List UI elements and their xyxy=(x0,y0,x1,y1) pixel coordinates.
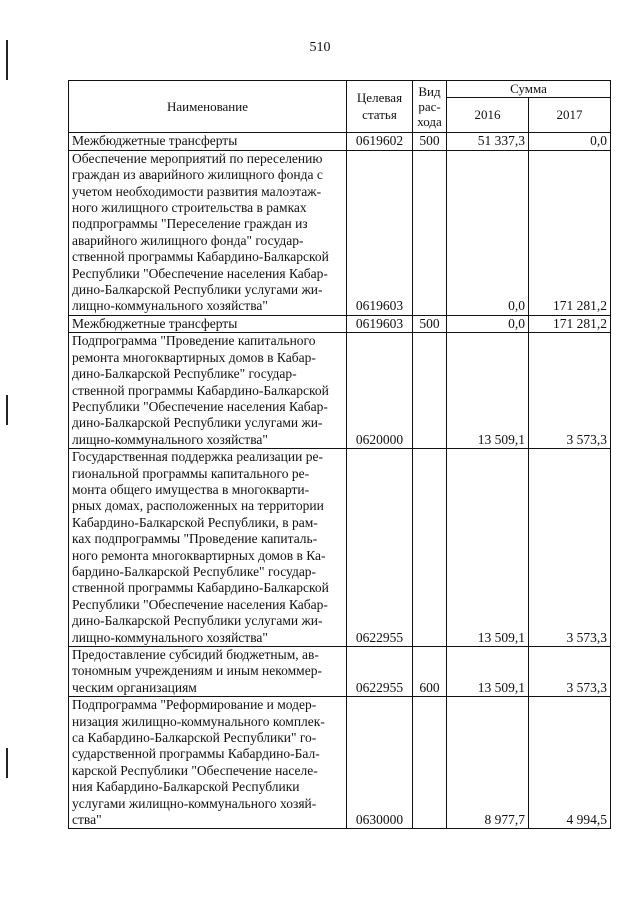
row-sum-2016: 8 977,7 xyxy=(447,697,529,829)
row-sum-2017: 0,0 xyxy=(529,133,611,150)
row-sum-2016: 13 509,1 xyxy=(447,449,529,647)
row-sum-2016: 0,0 xyxy=(447,315,529,332)
row-sum-2016: 0,0 xyxy=(447,150,529,315)
row-target-article: 0622955 xyxy=(347,449,413,647)
row-name: Подпрограмма "Проведение капитального ремонта многоквартирных домов в Кабар- дино-Балкарской Республике" государ- ственной программы Кабардино-Балкарской Республики "Обеспечение населения Кабар- дино-Балкарской Республики услугами жи- лищно-коммунального хозяйства" xyxy=(69,333,347,449)
row-name: Обеспечение мероприятий по переселению граждан из аварийного жилищного фонда с учетом необходимости развития малоэтаж- ного жилищного строительства в рамках подпрограммы "Переселение граждан из аварийного жилищного фонда" государ- ственной программы Кабардино-Балкарской Республики "Обеспечение населения Кабар- дино-Балкарской Республики услугами жи- лищно-коммунального хозяйства" xyxy=(69,150,347,315)
scan-margin-mark-top xyxy=(6,40,8,80)
row-expense-type xyxy=(413,150,447,315)
row-name: Государственная поддержка реализации ре- гиональной программы капитального ре- монта общего имущества в многокварти- рных домах, расположенных на территории Кабардино-Балкарской Республики, в рам- ках подпрограммы "Проведение капиталь- ного ремонта многоквартирных домов в Ка- бардино-Балкарской Республике" государ- ственной программы Кабардино-Балкарской Республики "Обеспечение населения Кабар- дино-Балкарской Республики услугами жи- лищно-коммунального хозяйства" xyxy=(69,449,347,647)
row-expense-type: 500 xyxy=(413,315,447,332)
header-name: Наименование xyxy=(69,81,347,133)
row-sum-2016: 13 509,1 xyxy=(447,333,529,449)
scan-margin-mark-middle xyxy=(6,395,8,425)
row-target-article: 0630000 xyxy=(347,697,413,829)
row-expense-type xyxy=(413,333,447,449)
header-year-2016: 2016 xyxy=(447,98,529,133)
row-name: Подпрограмма "Реформирование и модер- низация жилищно-коммунального комплек- са Кабардино-Балкарской Республики" го- сударственной программы Кабардино-Бал- карской Республики "Обеспечение населе- ния Кабардино-Балкарской Республики услугами жилищно-коммунального хозяй- ства" xyxy=(69,697,347,829)
table-row xyxy=(69,333,611,449)
row-target-article: 0619602 xyxy=(347,133,413,150)
table-row xyxy=(69,449,611,647)
row-sum-2017: 171 281,2 xyxy=(529,150,611,315)
page-number: 510 xyxy=(309,40,331,55)
table-row xyxy=(69,315,611,332)
budget-table xyxy=(68,80,611,829)
table-row xyxy=(69,647,611,697)
row-sum-2017: 3 573,3 xyxy=(529,647,611,697)
row-sum-2016: 13 509,1 xyxy=(447,647,529,697)
row-target-article: 0620000 xyxy=(347,333,413,449)
row-target-article: 0619603 xyxy=(347,315,413,332)
scan-margin-mark-bottom xyxy=(6,748,8,778)
header-expense-type: Вид рас- хода xyxy=(413,81,447,133)
row-sum-2017: 3 573,3 xyxy=(529,449,611,647)
header-target-article: Целевая статья xyxy=(347,81,413,133)
row-target-article: 0619603 xyxy=(347,150,413,315)
row-name: Предоставление субсидий бюджетным, ав- тономным учреждениям и иным некоммер- ческим организациям xyxy=(69,647,347,697)
row-expense-type xyxy=(413,697,447,829)
table-body xyxy=(69,133,611,829)
row-name: Межбюджетные трансферты xyxy=(69,315,347,332)
row-target-article: 0622955 xyxy=(347,647,413,697)
row-sum-2017: 171 281,2 xyxy=(529,315,611,332)
table-row xyxy=(69,697,611,829)
row-expense-type: 600 xyxy=(413,647,447,697)
row-expense-type xyxy=(413,449,447,647)
header-year-2017: 2017 xyxy=(529,98,611,133)
header-sum: Сумма xyxy=(447,81,611,98)
table-row xyxy=(69,150,611,315)
row-name: Межбюджетные трансферты xyxy=(69,133,347,150)
row-expense-type: 500 xyxy=(413,133,447,150)
row-sum-2017: 3 573,3 xyxy=(529,333,611,449)
table-row xyxy=(69,133,611,150)
row-sum-2016: 51 337,3 xyxy=(447,133,529,150)
row-sum-2017: 4 994,5 xyxy=(529,697,611,829)
